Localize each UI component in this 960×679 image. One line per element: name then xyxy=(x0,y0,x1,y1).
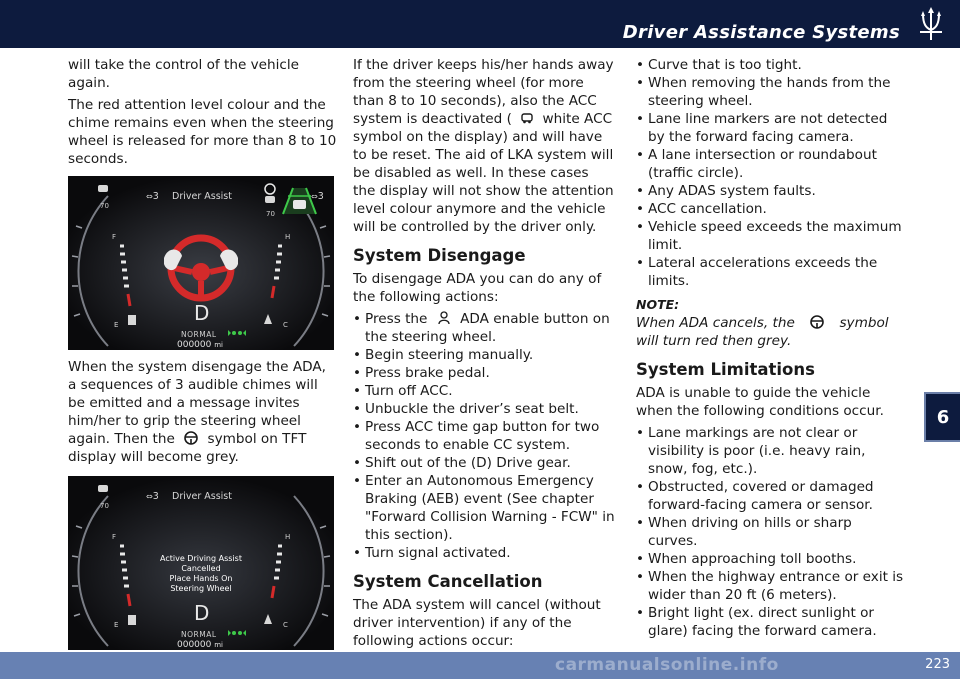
gear-indicator: D xyxy=(194,601,210,625)
trident-logo-icon xyxy=(914,6,948,44)
list-item: • Any ADAS system faults. xyxy=(636,182,904,200)
fuel-empty-label: E xyxy=(114,621,119,629)
acc-car-icon xyxy=(519,111,535,125)
list-item: • Curve that is too tight. xyxy=(636,56,904,74)
list-item: • Lane line markers are not detected by the forward facing camera. xyxy=(636,110,904,146)
heading-system-limitations: System Limitations xyxy=(636,360,815,379)
message-line: Cancelled xyxy=(181,564,221,573)
ada-steering-icon xyxy=(809,315,825,329)
paragraph: ADA is unable to guide the vehicle when the following conditions occur. xyxy=(636,385,884,419)
drive-mode: NORMAL xyxy=(181,630,217,639)
odometer-unit: mi xyxy=(214,641,223,649)
message-line: Place Hands On xyxy=(169,574,233,583)
list-item: • Begin steering manually. xyxy=(353,346,615,364)
watermark: carmanualsonline.info xyxy=(555,655,779,675)
list-item: • Turn signal activated. xyxy=(353,544,615,562)
gap-left: ⇔3 xyxy=(146,491,159,502)
temp-hot-label: H xyxy=(285,533,291,541)
paragraph: The red attention level colour and the chime remains even when the steering wheel is released for more than 8 to 10 seconds. xyxy=(68,97,337,167)
page-number: 223 xyxy=(925,657,950,672)
list-item: • When driving on hills or sharp curves. xyxy=(636,514,904,550)
fuel-empty-label: E xyxy=(114,321,119,329)
odometer xyxy=(177,336,223,350)
note-text xyxy=(636,314,904,350)
temp-cold-label: C xyxy=(283,621,288,629)
set-speed-right: 70 xyxy=(266,210,275,218)
list-item: • Press brake pedal. xyxy=(353,364,615,382)
fuel-full-label: F xyxy=(112,233,117,241)
cancel-message xyxy=(152,554,250,594)
section-title: Driver Assistance Systems xyxy=(622,22,900,43)
chapter-tab[interactable]: 6 xyxy=(924,392,960,442)
gap-left-value: 3 xyxy=(152,191,159,202)
ada-steering-icon xyxy=(183,431,199,445)
message-line: Steering Wheel xyxy=(170,584,232,593)
paragraph: To disengage ADA you can do any of the following actions: xyxy=(353,271,602,305)
text: If the driver keeps his/her hands away from the steering wheel (for more than 8 to 10 seconds), also the ACC system is deactivated ( xyxy=(353,57,614,127)
list-item: • Vehicle speed exceeds the maximum limit. xyxy=(636,218,904,254)
odometer xyxy=(177,636,223,650)
odometer-value: 000000 xyxy=(177,340,212,350)
list-item xyxy=(353,310,615,346)
list-item: • ACC cancellation. xyxy=(636,200,904,218)
dashboard-image-ada-cancelled xyxy=(68,476,334,650)
odometer-value: 000000 xyxy=(177,640,212,650)
list-item: • Lane markings are not clear or visibility is poor (i.e. heavy rain, snow, fog, etc.). xyxy=(636,424,904,478)
fuel-full-label: F xyxy=(112,533,117,541)
list-item: • Unbuckle the driver’s seat belt. xyxy=(353,400,615,418)
dash-title: Driver Assist xyxy=(172,191,232,202)
temp-cold-label: C xyxy=(283,321,288,329)
gap-left-value: 3 xyxy=(152,491,159,502)
disengage-list xyxy=(353,310,615,562)
gear-indicator: D xyxy=(194,301,210,325)
page-footer xyxy=(0,652,960,679)
list-item: • Enter an Autonomous Emergency Braking (AEB) event (See chapter "Forward Collision Warning - FCW" in this section). xyxy=(353,472,615,544)
list-item: • Lateral accelerations exceeds the limits. xyxy=(636,254,904,290)
odometer-unit: mi xyxy=(214,341,223,349)
text: When the system disengage the ADA, a sequences of 3 audible chimes will be emitted and a message invites him/her to grip the steering wheel again. Then the xyxy=(68,359,326,447)
gap-right-value: 3 xyxy=(317,191,324,202)
message-line: Active Driving Assist xyxy=(160,554,242,563)
list-item: • When removing the hands from the steering wheel. xyxy=(636,74,904,110)
heading-system-disengage: System Disengage xyxy=(353,246,526,265)
paragraph xyxy=(68,358,338,466)
text: When ADA cancels, the xyxy=(636,315,795,331)
text: Press the xyxy=(365,311,428,327)
list-item: • Turn off ACC. xyxy=(353,382,615,400)
list-item: • Press ACC time gap button for two seconds to enable CC system. xyxy=(353,418,615,454)
dashboard-image-ada-active xyxy=(68,176,334,350)
set-speed-left: 70 xyxy=(100,202,109,210)
list-item: • Bright light (ex. direct sunlight or glare) facing the forward camera. xyxy=(636,604,904,640)
list-item: • Obstructed, covered or damaged forward-facing camera or sensor. xyxy=(636,478,904,514)
text: symbol on TFT display will become grey. xyxy=(68,431,307,465)
ada-enable-button-icon xyxy=(436,311,452,325)
page-header xyxy=(0,0,960,48)
gap-left: ⇔3 xyxy=(146,191,159,202)
list-item: • Shift out of the (D) Drive gear. xyxy=(353,454,615,472)
column-3 xyxy=(636,56,904,640)
cancel-list xyxy=(636,56,904,290)
paragraph: will take the control of the vehicle again. xyxy=(68,57,300,91)
limits-list xyxy=(636,424,904,640)
drive-mode: NORMAL xyxy=(181,330,217,339)
text: white ACC symbol on the display) and will have to be reset. The aid of LKA system will be disabled as well. In these cases the display will not show the attention level colour anymore and the vehicle will be controlled by the driver only. xyxy=(353,111,614,235)
set-speed-left: 70 xyxy=(100,502,109,510)
note-label: NOTE: xyxy=(636,297,680,312)
paragraph: The ADA system will cancel (without driver intervention) if any of the following actions occur: xyxy=(353,597,601,649)
list-item: • When the highway entrance or exit is wider than 20 ft (6 meters). xyxy=(636,568,904,604)
column-1 xyxy=(68,56,338,658)
column-2 xyxy=(353,56,615,654)
list-item: • A lane intersection or roundabout (traffic circle). xyxy=(636,146,904,182)
text: symbol will turn red then grey. xyxy=(636,315,889,349)
temp-hot-label: H xyxy=(285,233,291,241)
gap-right: ⇔3 xyxy=(311,191,324,202)
paragraph xyxy=(353,56,615,236)
heading-system-cancellation: System Cancellation xyxy=(353,572,543,591)
list-item: • When approaching toll booths. xyxy=(636,550,904,568)
text: ADA enable button on the steering wheel. xyxy=(365,311,610,345)
dash-title: Driver Assist xyxy=(172,491,232,502)
